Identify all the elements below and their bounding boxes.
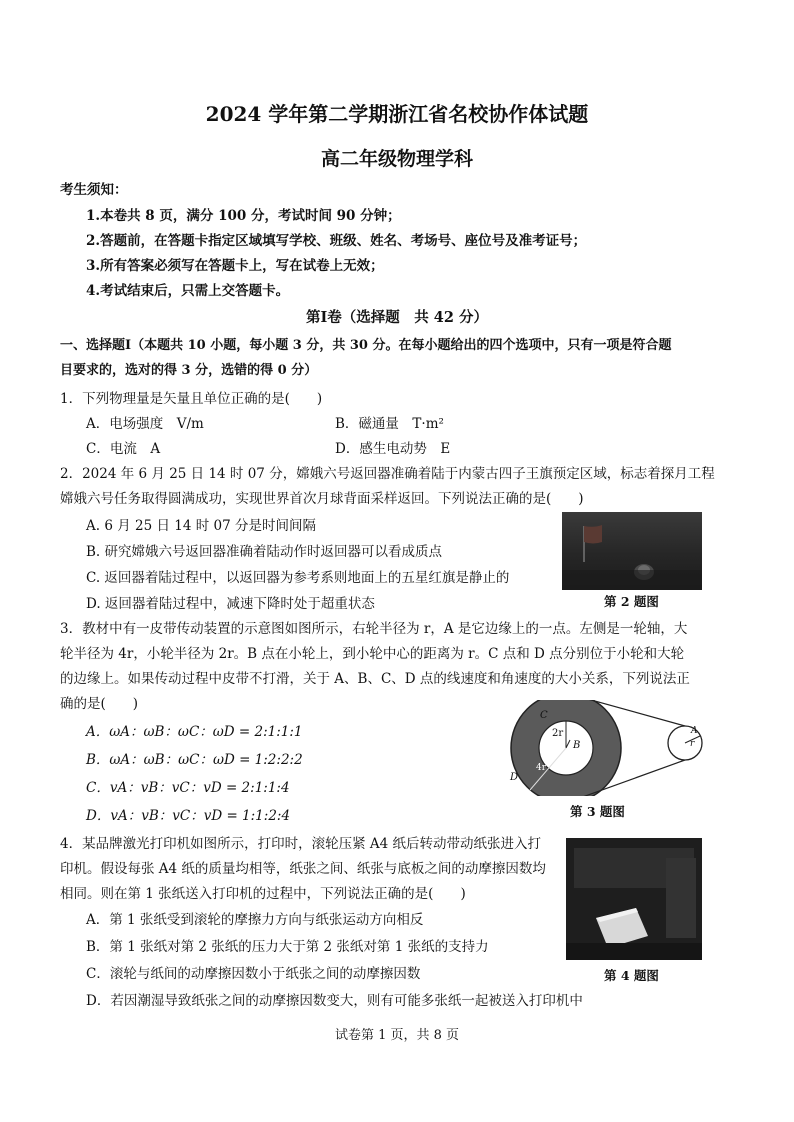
label-2r: 2r bbox=[552, 728, 564, 739]
q4-figure-caption: 第 4 题图 bbox=[604, 968, 659, 983]
q3-stem-line1: 3．教材中有一皮带传动装置的示意图如图所示，右轮半径为 r，A 是它边缘上的一点。左侧是一轮轴，大 bbox=[60, 621, 688, 637]
q2-option-c: C. 返回器着陆过程中，以返回器为参考系则地面上的五星红旗是静止的 bbox=[86, 570, 510, 586]
q4-photo-drawing bbox=[566, 838, 702, 960]
q2-photo-drawing bbox=[562, 512, 702, 590]
notice-item-4: 4.考试结束后，只需上交答题卡。 bbox=[86, 283, 290, 299]
q3-option-a: A．ωA：ωB：ωC：ωD = 2:1:1:1 bbox=[86, 724, 303, 740]
q3-belt-drive-svg bbox=[500, 700, 710, 796]
q3-figure-diagram bbox=[500, 700, 710, 796]
q1-option-d: D．感生电动势 E bbox=[335, 441, 451, 457]
q3-option-d: D．vA：vB：vC：vD = 1:1:2:4 bbox=[86, 808, 291, 824]
q2-figure-photo bbox=[562, 512, 702, 590]
q1-stem: 1．下列物理量是矢量且单位正确的是( ) bbox=[60, 391, 323, 407]
q4-stem-line3: 相同。则在第 1 张纸送入打印机的过程中，下列说法正确的是( ) bbox=[60, 886, 466, 902]
q3-option-c: C．vA：vB：vC：vD = 2:1:1:4 bbox=[86, 780, 290, 796]
notice-item-2: 2.答题前，在答题卡指定区域填写学校、班级、姓名、考场号、座位号及准考证号； bbox=[86, 233, 587, 249]
q4-option-a: A．第 1 张纸受到滚轮的摩擦力方向与纸张运动方向相反 bbox=[86, 912, 424, 928]
q3-stem-line2: 轮半径为 4r，小轮半径为 2r。B 点在小轮上，到小轮中心的距离为 r。C 点和 D 点分别位于小轮和大轮 bbox=[60, 646, 685, 662]
q2-stem-line2: 嫦娥六号任务取得圆满成功，实现世界首次月球背面采样返回。下列说法正确的是( ) bbox=[60, 491, 584, 507]
q2-option-d: D. 返回器着陆过程中，减速下降时处于超重状态 bbox=[86, 596, 375, 612]
label-c: C bbox=[540, 710, 548, 721]
exam-title: 2024 学年第二学期浙江省名校协作体试题 bbox=[205, 102, 589, 126]
part1-instructions-line2: 目要求的，选对的得 3 分，选错的得 0 分） bbox=[60, 363, 318, 378]
section-title: 第Ⅰ卷（选择题 共 42 分） bbox=[305, 309, 489, 326]
exam-subtitle: 高二年级物理学科 bbox=[320, 148, 473, 170]
notice-heading: 考生须知： bbox=[60, 182, 128, 198]
q4-option-d: D．若因潮湿导致纸张之间的动摩擦因数变大，则有可能多张纸一起被送入打印机中 bbox=[86, 993, 583, 1009]
q2-option-a: A. 6 月 25 日 14 时 07 分是时间间隔 bbox=[86, 518, 316, 534]
label-4r: 4r bbox=[536, 763, 547, 773]
notice-item-1: 1.本卷共 8 页，满分 100 分，考试时间 90 分钟； bbox=[86, 208, 401, 224]
q3-option-b: B．ωA：ωB：ωC：ωD = 1:2:2:2 bbox=[86, 752, 303, 768]
q4-stem-line2: 印机。假设每张 A4 纸的质量均相等，纸张之间、纸张与底板之间的动摩擦因数均 bbox=[60, 861, 546, 877]
q4-option-c: C．滚轮与纸间的动摩擦因数小于纸张之间的动摩擦因数 bbox=[86, 966, 421, 982]
q3-stem-line4: 确的是( ) bbox=[60, 696, 139, 712]
label-a: A bbox=[691, 726, 698, 736]
label-r: r bbox=[690, 739, 695, 749]
q4-figure-photo bbox=[566, 838, 702, 960]
q2-figure-caption: 第 2 题图 bbox=[604, 594, 659, 609]
label-d: D bbox=[510, 772, 519, 783]
q1-option-a: A．电场强度 V/m bbox=[86, 416, 204, 432]
q2-stem-line1: 2．2024 年 6 月 25 日 14 时 07 分，嫦娥六号返回器准确着陆于内蒙古四子王旗预定区域，标志着探月工程 bbox=[60, 466, 715, 482]
q1-option-b: B．磁通量 T·m² bbox=[335, 416, 444, 432]
q4-stem-line1: 4．某品牌激光打印机如图所示，打印时，滚轮压紧 A4 纸后转动带动纸张进入打 bbox=[60, 836, 542, 852]
page-footer: 试卷第 1 页，共 8 页 bbox=[334, 1028, 460, 1043]
q2-option-b: B. 研究嫦娥六号返回器准确着陆动作时返回器可以看成质点 bbox=[86, 544, 443, 560]
q4-option-b: B．第 1 张纸对第 2 张纸的压力大于第 2 张纸对第 1 张纸的支持力 bbox=[86, 939, 489, 955]
notice-item-3: 3.所有答案必须写在答题卡上，写在试卷上无效； bbox=[86, 258, 384, 274]
part1-instructions-line1: 一、选择题Ⅰ（本题共 10 小题，每小题 3 分，共 30 分。在每小题给出的四个选项中，只有一项是符合题 bbox=[60, 338, 672, 353]
q3-stem-line3: 的边缘上。如果传动过程中皮带不打滑，关于 A、B、C、D 点的线速度和角速度的大小关系，下列说法正 bbox=[60, 671, 690, 687]
q1-option-c: C．电流 A bbox=[86, 441, 161, 457]
q3-figure-caption: 第 3 题图 bbox=[570, 804, 625, 819]
label-b: B bbox=[573, 740, 581, 751]
